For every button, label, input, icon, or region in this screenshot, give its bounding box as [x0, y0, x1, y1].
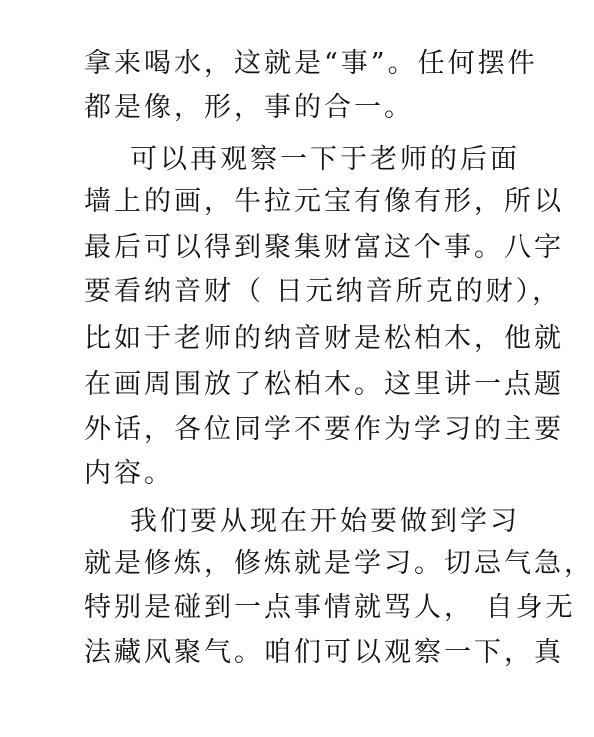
text-line: 外话，各位同学不要作为学习的主要 — [84, 414, 564, 445]
text-line: 法藏风聚气。咱们可以观察一下，真 — [84, 637, 564, 668]
text-line: 要看纳音财（ 日元纳音所克的财）， — [84, 276, 563, 307]
text-line: 拿来喝水，这就是“事”。任何摆件 — [84, 48, 538, 79]
text-line: 在画周围放了松柏木。这里讲一点题 — [84, 369, 564, 400]
text-line: 都是像，形，事的合一。 — [84, 92, 414, 123]
text-line: 比如于老师的纳音财是松柏木，他就 — [84, 323, 564, 354]
text-line: 墙上的画，牛拉元宝有像有形，所以 — [84, 186, 564, 217]
text-line: 特别是碰到一点事情就骂人， 自身无 — [84, 592, 576, 623]
text-line: 内容。 — [84, 458, 174, 489]
paragraph-first-line: 我们要从现在开始要做到学习 — [130, 506, 520, 537]
text-line: 最后可以得到聚集财富这个事。八字 — [84, 232, 564, 263]
text-line: 就是修炼，修炼就是学习。切忌气急， — [84, 548, 594, 579]
paragraph-first-line: 可以再观察一下于老师的后面 — [130, 144, 520, 175]
